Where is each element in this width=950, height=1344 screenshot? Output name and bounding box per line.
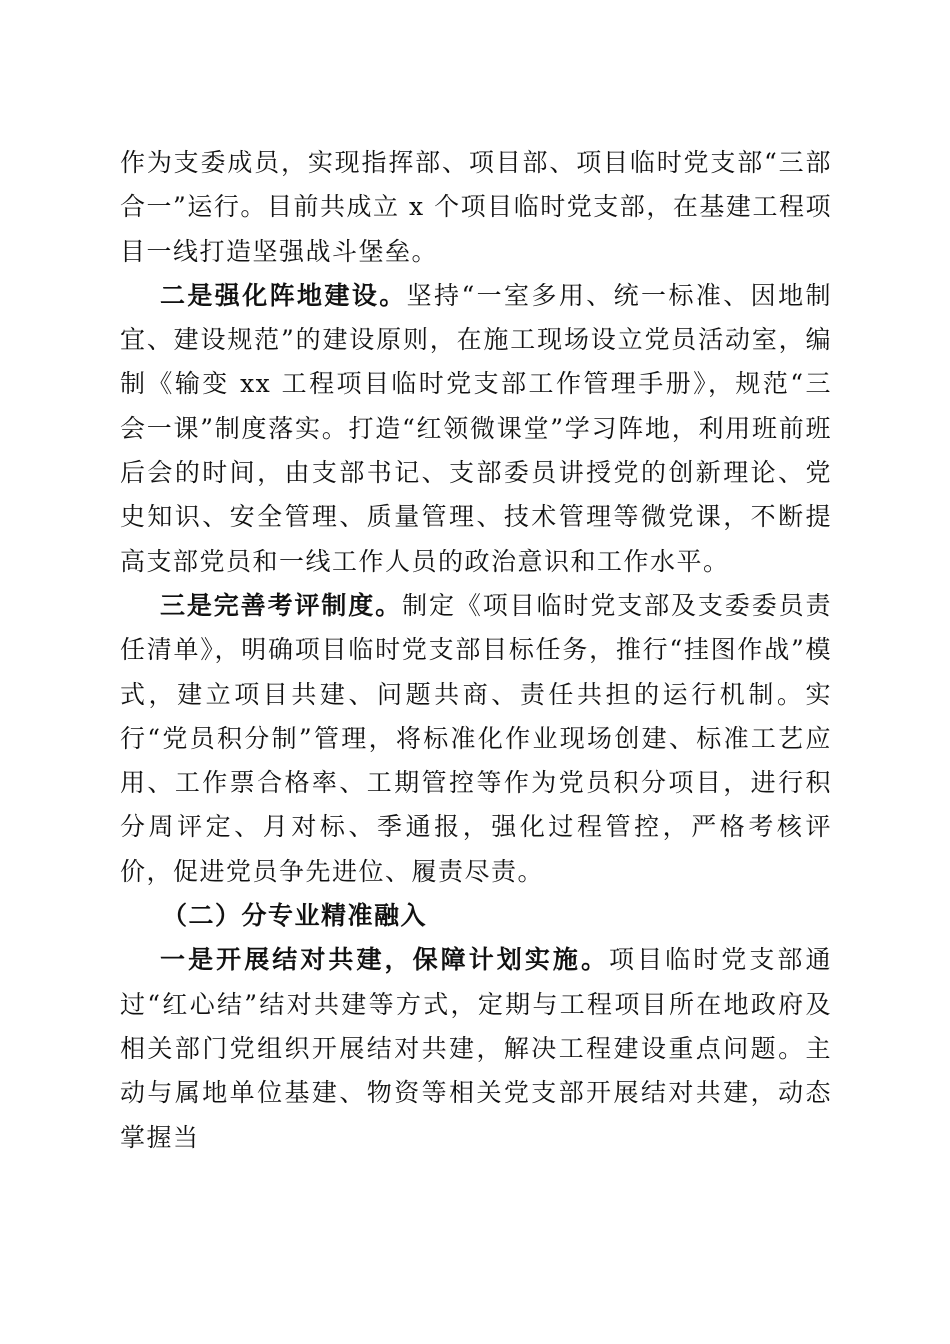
paragraph-body: 制定《项目临时党支部及支委委员责任清单》，明确项目临时党支部目标任务，推行“挂图作战”模式，建立项目共建、问题共商、责任共担的运行机制。实行“党员积分制”管理，将标准化作业现场创建、标准工艺应用、工作票合格率、工期管控等作为党员积分项目，进行积分周评定、月对标、季通报，强化过程管控，严格考核评价，促进党员争先进位、履责尽责。 — [120, 590, 832, 886]
paragraph-continuation: 作为支委成员，实现指挥部、项目部、项目临时党支部“三部合一”运行。目前共成立 x 个项目临时党支部，在基建工程项目一线打造坚强战斗堡垒。 — [120, 148, 832, 266]
paragraph-lead: 一是开展结对共建，保障计划实施。 — [160, 945, 610, 975]
paragraph-lead: 二是强化阵地建设。 — [160, 280, 407, 310]
paragraph-lead: 三是完善考评制度。 — [160, 590, 403, 620]
document-body — [120, 141, 832, 1160]
paragraph-position-building — [120, 274, 832, 584]
section-heading: （二）分专业精准融入 — [162, 901, 428, 931]
paragraph-evaluation-system — [120, 584, 832, 894]
paragraph-body: 坚持“一室多用、统一标准、因地制宜、建设规范”的建设原则，在施工现场设立党员活动室，编制《输变 xx 工程项目临时党支部工作管理手册》，规范“三会一课”制度落实。打造“红领微课堂”学习阵地，利用班前班后会的时间，由支部书记、支部委员讲授党的创新理论、党史知识、安全管理、质量管理、技术管理等微党课，不断提高支部党员和一线工作人员的政治意识和工作水平。 — [120, 280, 832, 576]
paragraph-body: 项目临时党支部通过“红心结”结对共建等方式，定期与工程项目所在地政府及相关部门党组织开展结对共建，解决工程建设重点问题。主动与属地单位基建、物资等相关党支部开展结对共建，动态掌握当 — [120, 945, 832, 1152]
paragraph-joint-building — [120, 938, 832, 1159]
